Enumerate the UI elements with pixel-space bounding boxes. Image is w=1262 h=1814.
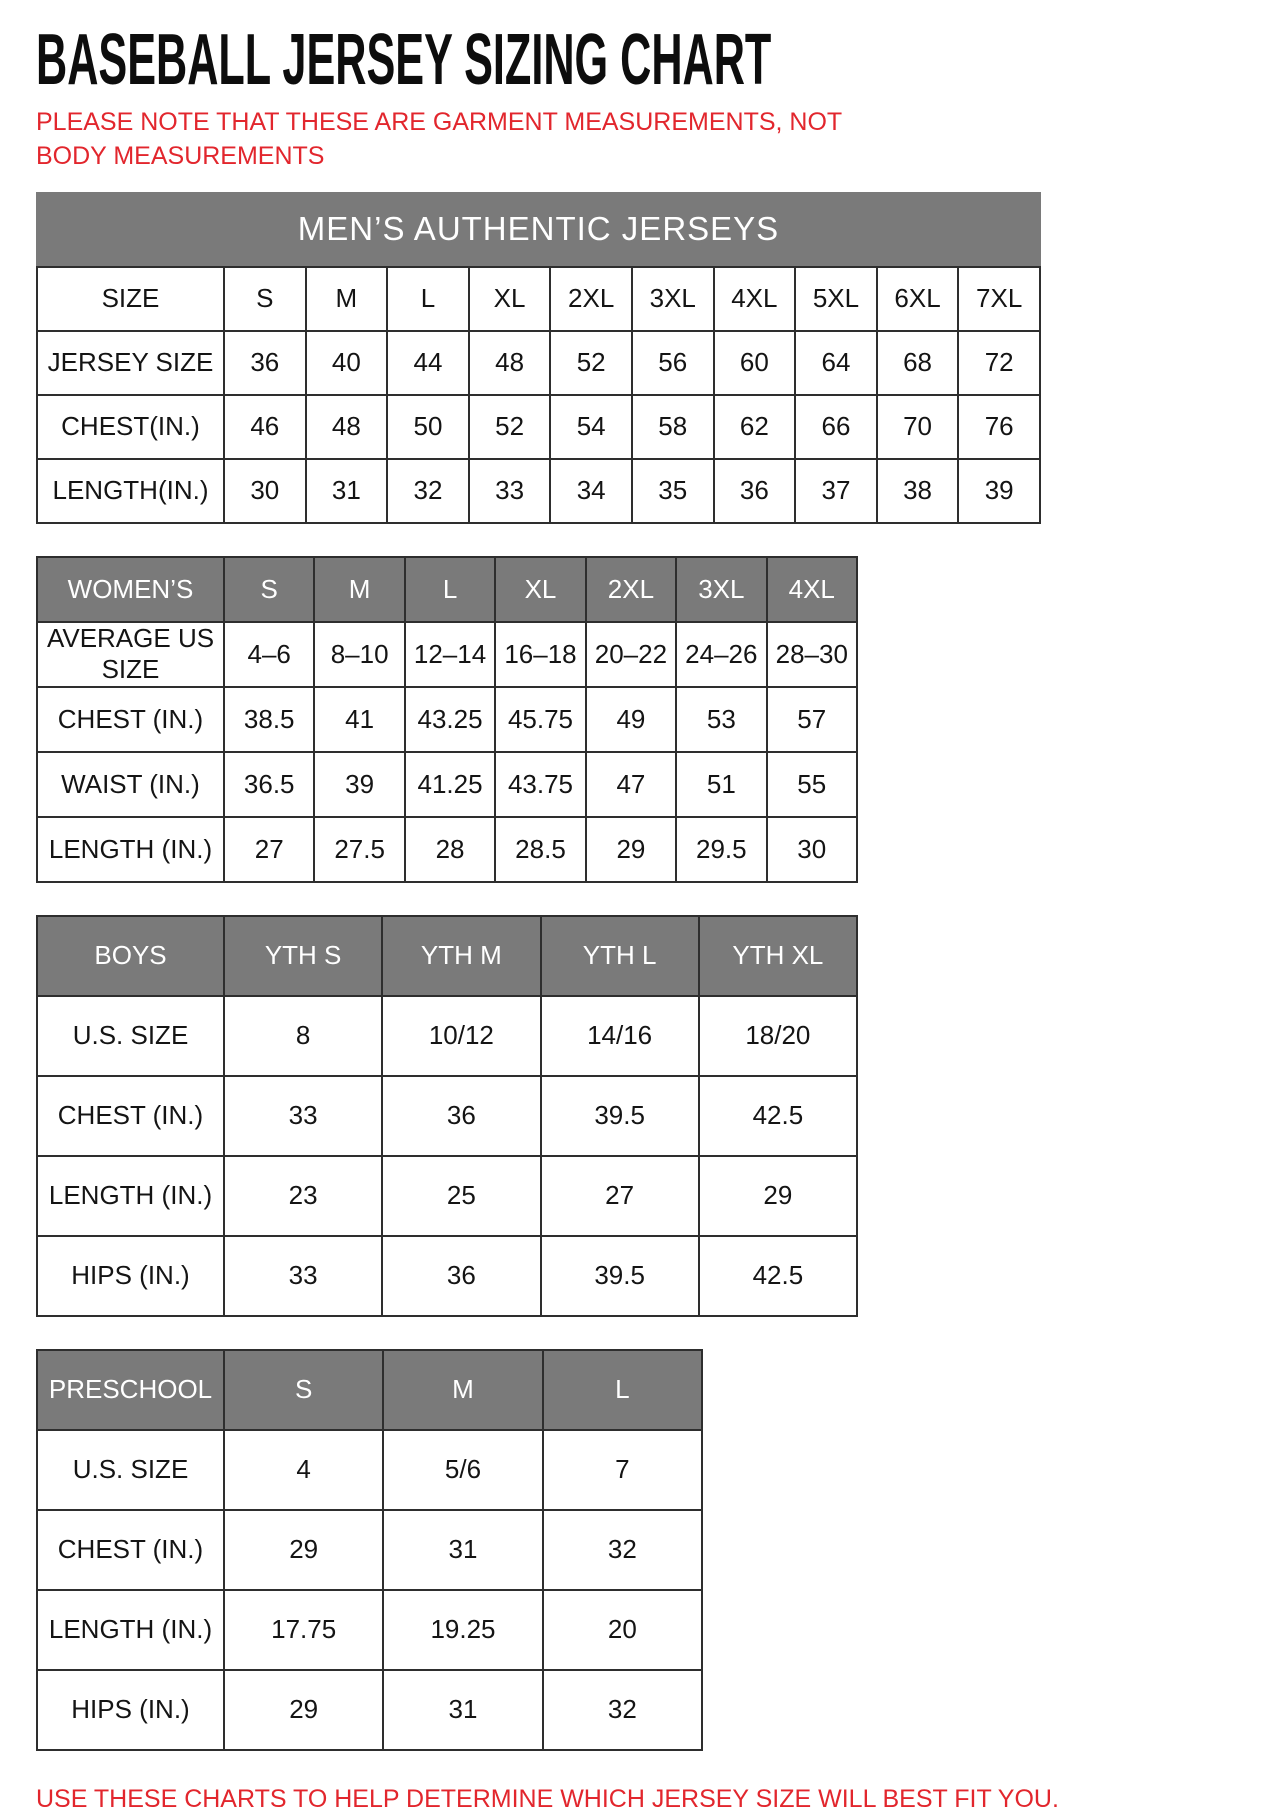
size-value: 33 <box>224 1076 382 1156</box>
page-title: BASEBALL JERSEY SIZING CHART <box>36 20 772 100</box>
table-row <box>37 687 857 752</box>
table-row <box>37 1430 702 1510</box>
column-header: 3XL <box>676 557 766 622</box>
size-value: 4–6 <box>224 622 314 687</box>
table-row <box>37 1076 857 1156</box>
preschool-sizing-section <box>36 1349 1041 1751</box>
size-value: 68 <box>877 331 959 395</box>
row-label: CHEST (IN.) <box>37 1076 224 1156</box>
column-header: L <box>543 1350 702 1430</box>
size-value: 31 <box>383 1510 542 1590</box>
size-value: 36 <box>224 331 306 395</box>
column-header: M <box>306 267 388 331</box>
size-value: 58 <box>632 395 714 459</box>
table-row <box>37 1670 702 1750</box>
table-row <box>37 459 1040 523</box>
size-value: 39.5 <box>541 1236 699 1316</box>
row-label: U.S. SIZE <box>37 1430 224 1510</box>
size-value: 42.5 <box>699 1076 857 1156</box>
column-header: 5XL <box>795 267 877 331</box>
table-corner-label: WOMEN’S <box>37 557 224 622</box>
table-header-row <box>37 916 857 996</box>
sizing-table <box>36 915 858 1317</box>
size-value: 47 <box>586 752 676 817</box>
column-header: XL <box>495 557 585 622</box>
size-value: 8–10 <box>314 622 404 687</box>
row-label: LENGTH (IN.) <box>37 1156 224 1236</box>
size-value: 28–30 <box>767 622 857 687</box>
table-corner-label: PRESCHOOL <box>37 1350 224 1430</box>
size-value: 23 <box>224 1156 382 1236</box>
size-value: 19.25 <box>383 1590 542 1670</box>
size-value: 7 <box>543 1430 702 1510</box>
size-value: 29 <box>586 817 676 882</box>
size-value: 34 <box>550 459 632 523</box>
sizing-table <box>36 266 1041 524</box>
column-header: M <box>383 1350 542 1430</box>
column-header: YTH M <box>382 916 540 996</box>
size-value: 70 <box>877 395 959 459</box>
size-value: 72 <box>958 331 1040 395</box>
size-value: 8 <box>224 996 382 1076</box>
row-label: CHEST(IN.) <box>37 395 224 459</box>
column-header: S <box>224 557 314 622</box>
womens-sizing-section <box>36 556 1041 883</box>
size-value: 60 <box>714 331 796 395</box>
size-value: 35 <box>632 459 714 523</box>
column-header: 2XL <box>550 267 632 331</box>
row-label: U.S. SIZE <box>37 996 224 1076</box>
size-value: 5/6 <box>383 1430 542 1510</box>
size-value: 16–18 <box>495 622 585 687</box>
size-value: 55 <box>767 752 857 817</box>
row-label: WAIST (IN.) <box>37 752 224 817</box>
size-value: 76 <box>958 395 1040 459</box>
size-value: 45.75 <box>495 687 585 752</box>
size-value: 32 <box>543 1510 702 1590</box>
size-value: 30 <box>767 817 857 882</box>
size-value: 39 <box>314 752 404 817</box>
size-value: 28.5 <box>495 817 585 882</box>
column-header: YTH L <box>541 916 699 996</box>
size-value: 56 <box>632 331 714 395</box>
size-value: 52 <box>550 331 632 395</box>
size-value: 66 <box>795 395 877 459</box>
size-value: 31 <box>383 1670 542 1750</box>
size-value: 41 <box>314 687 404 752</box>
garment-measurement-note: PLEASE NOTE THAT THESE ARE GARMENT MEASUREMENTS, NOT BODY MEASUREMENTS <box>36 108 842 170</box>
table-row <box>37 622 857 687</box>
size-value: 43.75 <box>495 752 585 817</box>
footer-note: USE THESE CHARTS TO HELP DETERMINE WHICH JERSEY SIZE WILL BEST FIT YOU. <box>36 1784 1059 1813</box>
page-title-wrap <box>36 20 1041 100</box>
size-value: 36 <box>382 1076 540 1156</box>
size-value: 4 <box>224 1430 383 1510</box>
table-header-row <box>37 557 857 622</box>
preschool-sizing-table <box>36 1349 1041 1751</box>
column-header: 2XL <box>586 557 676 622</box>
size-value: 14/16 <box>541 996 699 1076</box>
size-value: 50 <box>387 395 469 459</box>
column-header: M <box>314 557 404 622</box>
size-value: 36.5 <box>224 752 314 817</box>
table-corner-label: SIZE <box>37 267 224 331</box>
row-label: LENGTH (IN.) <box>37 1590 224 1670</box>
size-value: 46 <box>224 395 306 459</box>
size-value: 37 <box>795 459 877 523</box>
size-value: 29 <box>224 1670 383 1750</box>
column-header: 6XL <box>877 267 959 331</box>
size-value: 28 <box>405 817 495 882</box>
table-row <box>37 331 1040 395</box>
row-label: LENGTH(IN.) <box>37 459 224 523</box>
size-value: 20 <box>543 1590 702 1670</box>
size-value: 43.25 <box>405 687 495 752</box>
table-row <box>37 996 857 1076</box>
column-header: 3XL <box>632 267 714 331</box>
size-value: 29 <box>224 1510 383 1590</box>
table-row <box>37 1590 702 1670</box>
column-header: S <box>224 267 306 331</box>
size-value: 32 <box>543 1670 702 1750</box>
row-label: CHEST (IN.) <box>37 687 224 752</box>
size-value: 17.75 <box>224 1590 383 1670</box>
size-value: 53 <box>676 687 766 752</box>
column-header: YTH XL <box>699 916 857 996</box>
table-header-row <box>37 267 1040 331</box>
mens-section-header-band: MEN’S AUTHENTIC JERSEYS <box>36 192 1041 266</box>
size-value: 36 <box>382 1236 540 1316</box>
size-value: 12–14 <box>405 622 495 687</box>
size-value: 25 <box>382 1156 540 1236</box>
size-value: 64 <box>795 331 877 395</box>
size-value: 42.5 <box>699 1236 857 1316</box>
mens-sizing-table <box>36 266 1041 524</box>
boys-sizing-table <box>36 915 1041 1317</box>
size-value: 57 <box>767 687 857 752</box>
column-header: 4XL <box>714 267 796 331</box>
size-value: 49 <box>586 687 676 752</box>
size-value: 18/20 <box>699 996 857 1076</box>
size-value: 48 <box>306 395 388 459</box>
boys-sizing-section <box>36 915 1041 1317</box>
size-value: 33 <box>224 1236 382 1316</box>
size-value: 27 <box>541 1156 699 1236</box>
size-value: 27 <box>224 817 314 882</box>
row-label: CHEST (IN.) <box>37 1510 224 1590</box>
row-label: HIPS (IN.) <box>37 1236 224 1316</box>
column-header: 7XL <box>958 267 1040 331</box>
column-header: YTH S <box>224 916 382 996</box>
size-value: 52 <box>469 395 551 459</box>
size-value: 40 <box>306 331 388 395</box>
column-header: L <box>387 267 469 331</box>
size-value: 48 <box>469 331 551 395</box>
sizing-table <box>36 1349 703 1751</box>
table-row <box>37 752 857 817</box>
mens-jerseys-section <box>36 192 1041 524</box>
size-value: 24–26 <box>676 622 766 687</box>
column-header: L <box>405 557 495 622</box>
table-row <box>37 1156 857 1236</box>
size-value: 27.5 <box>314 817 404 882</box>
size-value: 39.5 <box>541 1076 699 1156</box>
table-row <box>37 1236 857 1316</box>
size-value: 32 <box>387 459 469 523</box>
size-value: 44 <box>387 331 469 395</box>
row-label: LENGTH (IN.) <box>37 817 224 882</box>
row-label: HIPS (IN.) <box>37 1670 224 1750</box>
size-value: 54 <box>550 395 632 459</box>
size-value: 39 <box>958 459 1040 523</box>
size-value: 30 <box>224 459 306 523</box>
table-corner-label: BOYS <box>37 916 224 996</box>
size-value: 51 <box>676 752 766 817</box>
table-row <box>37 395 1040 459</box>
table-header-row <box>37 1350 702 1430</box>
column-header: XL <box>469 267 551 331</box>
table-row <box>37 817 857 882</box>
size-value: 33 <box>469 459 551 523</box>
size-value: 38 <box>877 459 959 523</box>
sizing-table <box>36 556 858 883</box>
womens-sizing-table <box>36 556 1041 883</box>
size-value: 10/12 <box>382 996 540 1076</box>
size-value: 29.5 <box>676 817 766 882</box>
size-value: 31 <box>306 459 388 523</box>
size-value: 29 <box>699 1156 857 1236</box>
size-value: 62 <box>714 395 796 459</box>
column-header: S <box>224 1350 383 1430</box>
size-value: 41.25 <box>405 752 495 817</box>
size-value: 38.5 <box>224 687 314 752</box>
size-value: 36 <box>714 459 796 523</box>
size-value: 20–22 <box>586 622 676 687</box>
table-row <box>37 1510 702 1590</box>
row-label: AVERAGE US SIZE <box>37 622 224 687</box>
column-header: 4XL <box>767 557 857 622</box>
row-label: JERSEY SIZE <box>37 331 224 395</box>
